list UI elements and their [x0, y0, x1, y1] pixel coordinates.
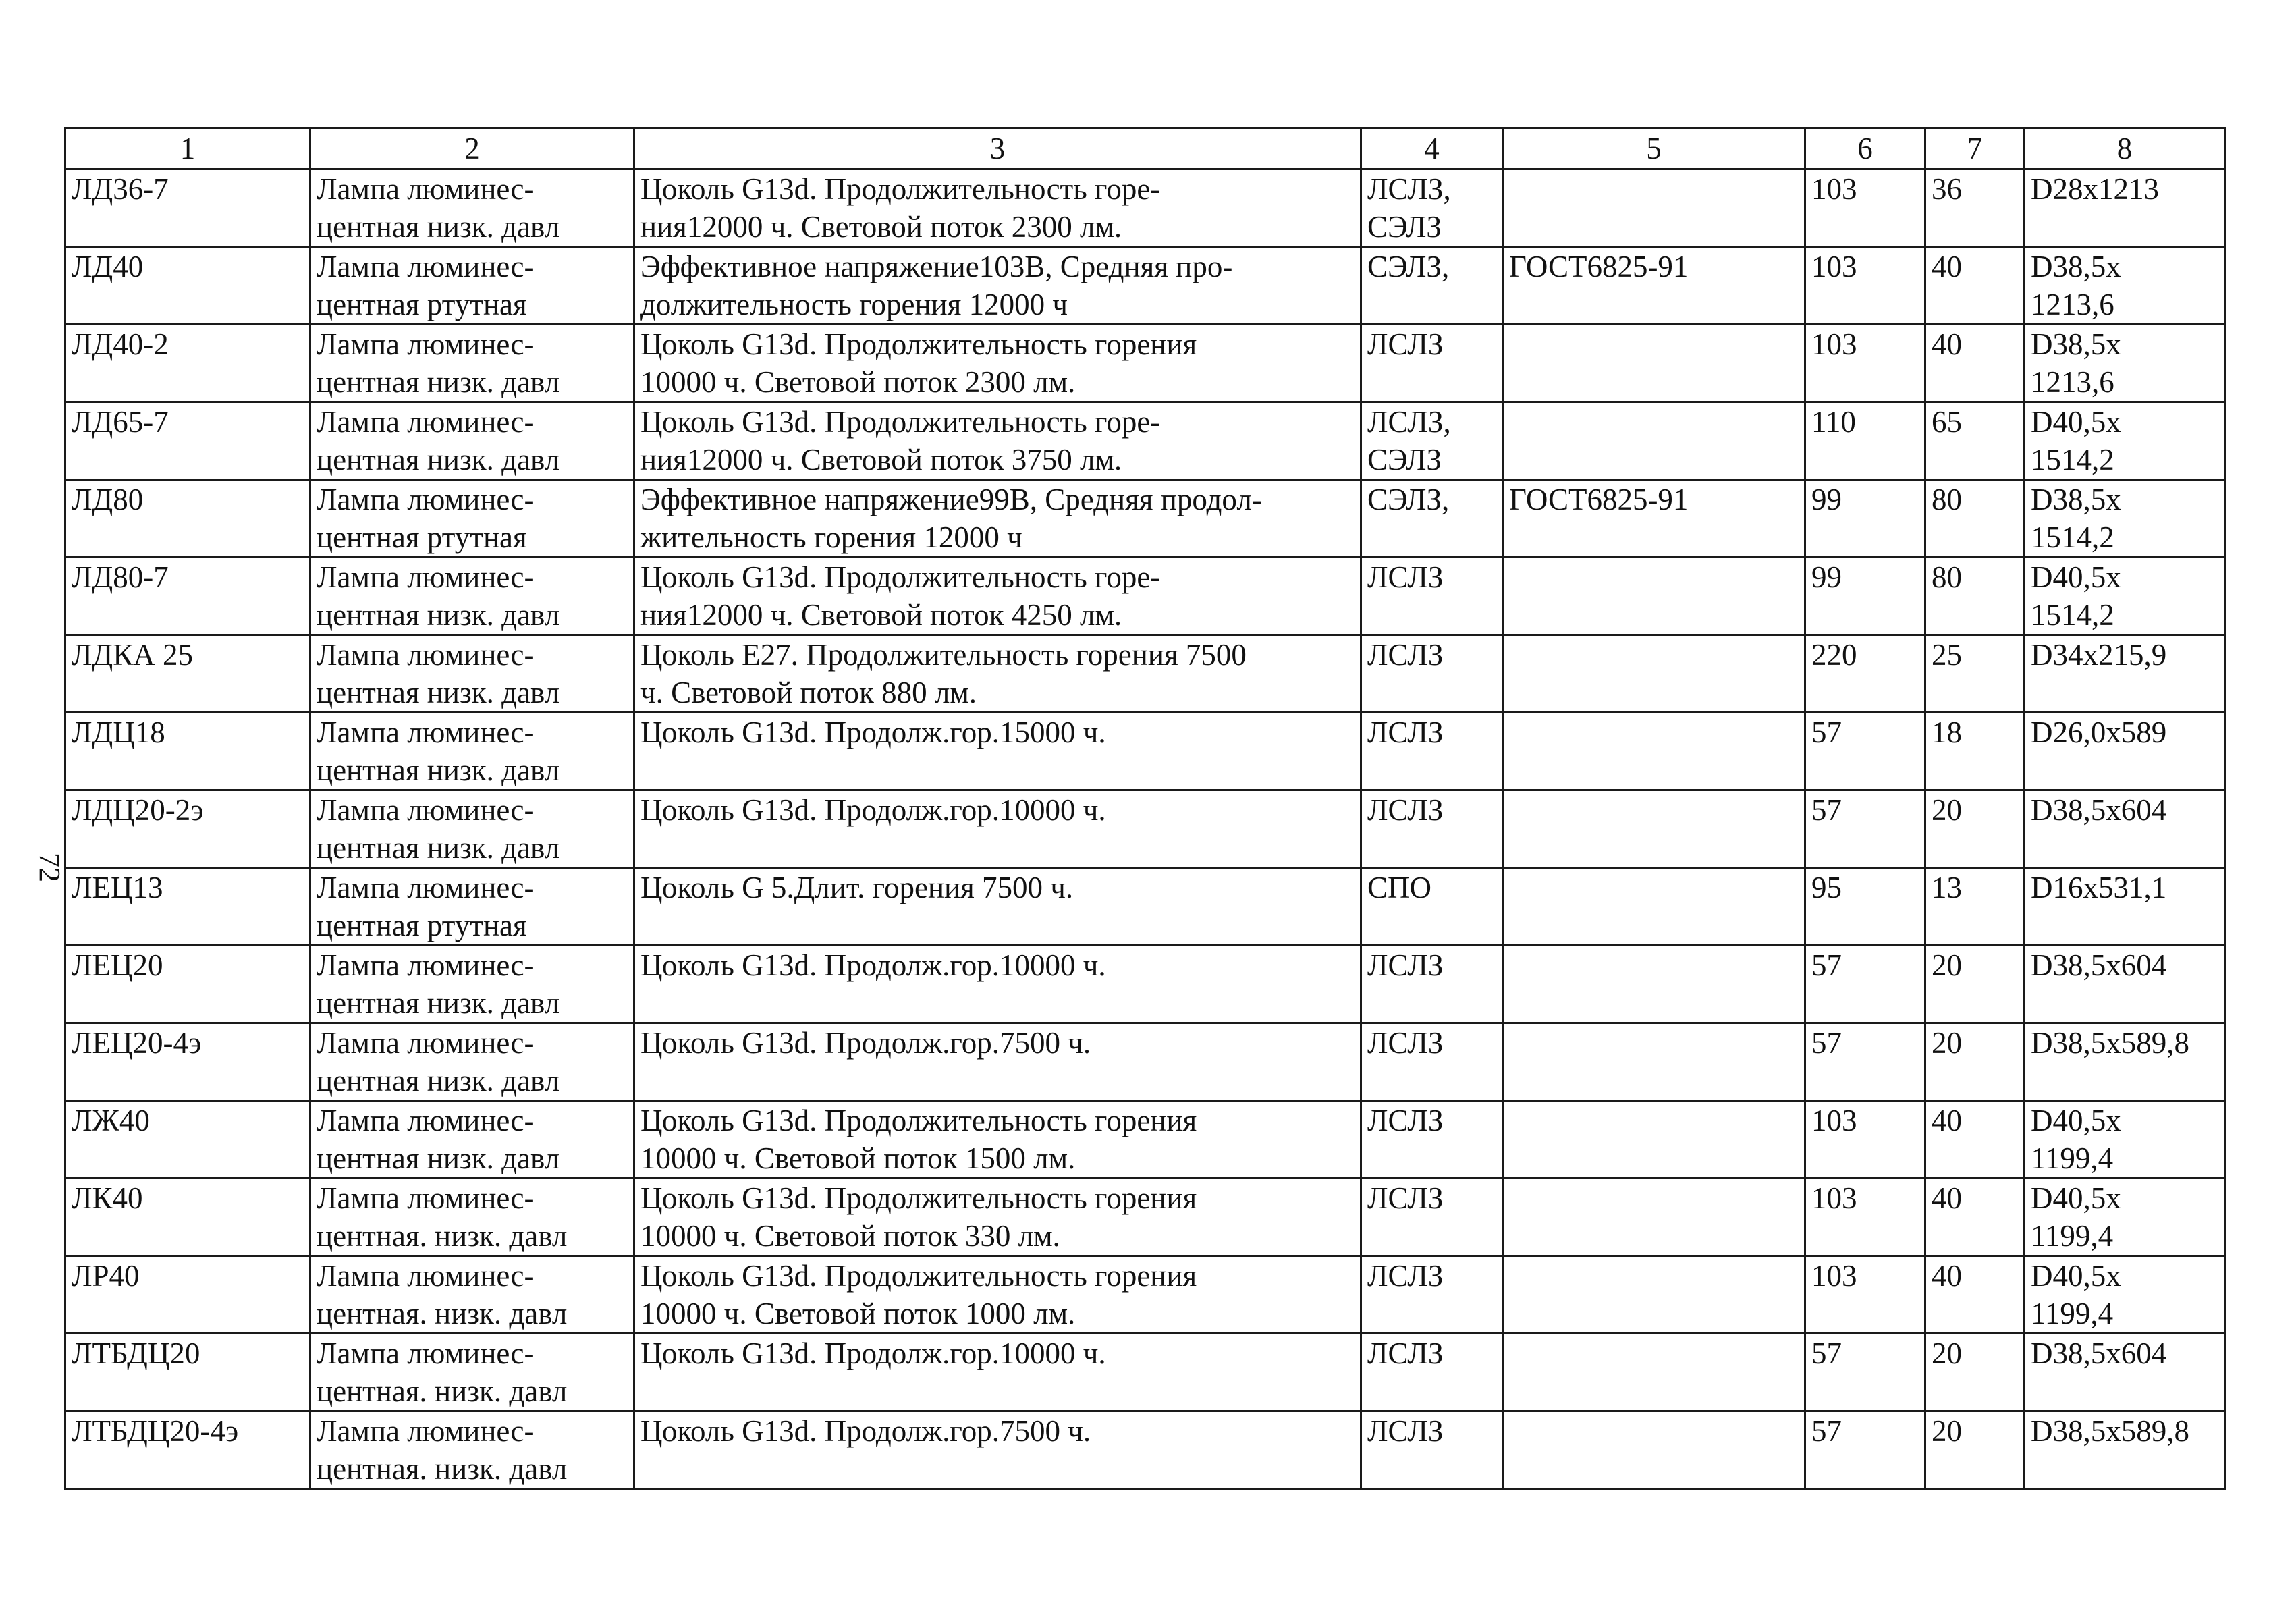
- manufacturer-cell: [1361, 247, 1503, 325]
- cell-text: Цоколь G13d. Продолжительность горения 10000 ч. Световой поток 2300 лм.: [640, 327, 1197, 399]
- column-header: 1: [65, 128, 310, 169]
- dimensions-cell: [2025, 868, 2225, 946]
- voltage-cell: [1805, 713, 1925, 790]
- lamp-type-cell: [65, 1334, 310, 1411]
- cell-text: ЛСЛЗ: [1367, 715, 1444, 749]
- power-cell: [1925, 558, 2025, 635]
- cell-text: ЛР40: [72, 1259, 140, 1293]
- table-row: [65, 1256, 2225, 1334]
- voltage-cell: [1805, 790, 1925, 868]
- lamp-description-cell: [310, 868, 634, 946]
- cell-text: ЛСЛЗ: [1367, 327, 1444, 361]
- cell-text: ЛК40: [72, 1181, 143, 1215]
- column-header: 2: [310, 128, 634, 169]
- lamp-description-cell: [310, 1256, 634, 1334]
- cell-text: 99: [1811, 560, 1842, 594]
- lamp-type-cell: [65, 480, 310, 558]
- dimensions-cell: [2025, 480, 2225, 558]
- lamp-description-cell: [310, 402, 634, 480]
- characteristics-cell: [634, 713, 1361, 790]
- voltage-cell: [1805, 946, 1925, 1023]
- characteristics-cell: [634, 169, 1361, 247]
- cell-text: D40,5x 1199,4: [2031, 1259, 2121, 1330]
- cell-text: Лампа люминес- центная. низк. давл: [317, 1414, 568, 1486]
- standard-cell: [1503, 402, 1805, 480]
- cell-text: Цоколь G13d. Продолж.гор.7500 ч.: [640, 1026, 1091, 1060]
- cell-text: 13: [1932, 871, 1962, 904]
- cell-text: ЛД80: [72, 483, 144, 516]
- voltage-cell: [1805, 868, 1925, 946]
- cell-text: Лампа люминес- центная низк. давл: [317, 560, 560, 632]
- cell-text: 57: [1811, 948, 1842, 982]
- cell-text: ЛСЛЗ: [1367, 1414, 1444, 1448]
- power-cell: [1925, 1179, 2025, 1256]
- dimensions-cell: [2025, 1411, 2225, 1489]
- standard-cell: [1503, 713, 1805, 790]
- standard-cell: [1503, 247, 1805, 325]
- cell-text: Лампа люминес- центная. низк. давл: [317, 1259, 568, 1330]
- standard-cell: [1503, 635, 1805, 713]
- cell-text: 36: [1932, 172, 1962, 206]
- dimensions-cell: [2025, 402, 2225, 480]
- cell-text: 103: [1811, 172, 1857, 206]
- lamp-type-cell: [65, 868, 310, 946]
- manufacturer-cell: [1361, 169, 1503, 247]
- cell-text: Лампа люминес- центная низк. давл: [317, 172, 560, 244]
- cell-text: Цоколь G 5.Длит. горения 7500 ч.: [640, 871, 1074, 904]
- cell-text: Лампа люминес- центная низк. давл: [317, 715, 560, 787]
- cell-text: Лампа люминес- центная ртутная: [317, 250, 535, 321]
- cell-text: 57: [1811, 715, 1842, 749]
- lamp-description-cell: [310, 1101, 634, 1179]
- characteristics-cell: [634, 558, 1361, 635]
- dimensions-cell: [2025, 946, 2225, 1023]
- dimensions-cell: [2025, 325, 2225, 402]
- manufacturer-cell: [1361, 868, 1503, 946]
- cell-text: 110: [1811, 405, 1856, 439]
- cell-text: СЭЛЗ,: [1367, 250, 1450, 283]
- column-header: 4: [1361, 128, 1503, 169]
- power-cell: [1925, 1256, 2025, 1334]
- table-row: [65, 946, 2225, 1023]
- column-header: 3: [634, 128, 1361, 169]
- dimensions-cell: [2025, 558, 2225, 635]
- dimensions-cell: [2025, 1179, 2225, 1256]
- cell-text: 40: [1932, 327, 1962, 361]
- dimensions-cell: [2025, 1023, 2225, 1101]
- standard-cell: [1503, 1101, 1805, 1179]
- cell-text: 18: [1932, 715, 1962, 749]
- power-cell: [1925, 868, 2025, 946]
- manufacturer-cell: [1361, 480, 1503, 558]
- table-row: [65, 325, 2225, 402]
- cell-text: Лампа люминес- центная низк. давл: [317, 948, 560, 1020]
- cell-text: ЛСЛЗ: [1367, 1181, 1444, 1215]
- table-row: [65, 480, 2225, 558]
- lamp-description-cell: [310, 1023, 634, 1101]
- table-row: [65, 169, 2225, 247]
- cell-text: Лампа люминес- центная ртутная: [317, 483, 535, 554]
- standard-cell: [1503, 1411, 1805, 1489]
- characteristics-cell: [634, 1411, 1361, 1489]
- table-row: [65, 558, 2225, 635]
- manufacturer-cell: [1361, 1256, 1503, 1334]
- cell-text: ЛД80-7: [72, 560, 169, 594]
- cell-text: Цоколь G13d. Продолжительность горения 10000 ч. Световой поток 330 лм.: [640, 1181, 1197, 1253]
- lamp-type-cell: [65, 1411, 310, 1489]
- cell-text: ЛДКА 25: [72, 638, 193, 672]
- dimensions-cell: [2025, 635, 2225, 713]
- standard-cell: [1503, 558, 1805, 635]
- cell-text: ЛСЛЗ: [1367, 948, 1444, 982]
- manufacturer-cell: [1361, 1101, 1503, 1179]
- power-cell: [1925, 1023, 2025, 1101]
- power-cell: [1925, 1411, 2025, 1489]
- cell-text: ЛД40-2: [72, 327, 169, 361]
- power-cell: [1925, 480, 2025, 558]
- standard-cell: [1503, 1334, 1805, 1411]
- cell-text: Лампа люминес- центная низк. давл: [317, 638, 560, 709]
- cell-text: 20: [1932, 1336, 1962, 1370]
- manufacturer-cell: [1361, 946, 1503, 1023]
- cell-text: D16x531,1: [2031, 871, 2167, 904]
- lamp-type-cell: [65, 946, 310, 1023]
- cell-text: D38,5x604: [2031, 793, 2167, 827]
- table-row: [65, 1023, 2225, 1101]
- cell-text: D40,5x 1514,2: [2031, 560, 2121, 632]
- cell-text: СЭЛЗ,: [1367, 483, 1450, 516]
- characteristics-cell: [634, 790, 1361, 868]
- table-row: [65, 247, 2225, 325]
- voltage-cell: [1805, 558, 1925, 635]
- table-header-row: [65, 128, 2225, 169]
- power-cell: [1925, 169, 2025, 247]
- cell-text: 40: [1932, 250, 1962, 283]
- lamp-type-cell: [65, 1179, 310, 1256]
- cell-text: СПО: [1367, 871, 1432, 904]
- cell-text: ЛДЦ20-2э: [72, 793, 204, 827]
- dimensions-cell: [2025, 790, 2225, 868]
- power-cell: [1925, 1101, 2025, 1179]
- dimensions-cell: [2025, 1256, 2225, 1334]
- cell-text: Лампа люминес- центная низк. давл: [317, 405, 560, 477]
- cell-text: ЛСЛЗ: [1367, 1259, 1444, 1293]
- table-row: [65, 1179, 2225, 1256]
- cell-text: ГОСТ6825-91: [1509, 483, 1689, 516]
- cell-text: Лампа люминес- центная низк. давл: [317, 1026, 560, 1098]
- table-row: [65, 1411, 2225, 1489]
- characteristics-cell: [634, 247, 1361, 325]
- cell-text: Цоколь G13d. Продолжительность горения 10000 ч. Световой поток 1500 лм.: [640, 1104, 1197, 1175]
- cell-text: ЛЕЦ20-4э: [72, 1026, 202, 1060]
- cell-text: 103: [1811, 250, 1857, 283]
- cell-text: D26,0x589: [2031, 715, 2167, 749]
- power-cell: [1925, 402, 2025, 480]
- manufacturer-cell: [1361, 1023, 1503, 1101]
- lamp-description-cell: [310, 558, 634, 635]
- cell-text: Лампа люминес- центная низк. давл: [317, 1104, 560, 1175]
- cell-text: 65: [1932, 405, 1962, 439]
- power-cell: [1925, 635, 2025, 713]
- characteristics-cell: [634, 325, 1361, 402]
- cell-text: 80: [1932, 483, 1962, 516]
- cell-text: D38,5x589,8: [2031, 1414, 2189, 1448]
- characteristics-cell: [634, 1179, 1361, 1256]
- voltage-cell: [1805, 325, 1925, 402]
- cell-text: 57: [1811, 1026, 1842, 1060]
- voltage-cell: [1805, 247, 1925, 325]
- cell-text: ЛЕЦ20: [72, 948, 163, 982]
- table-row: [65, 635, 2225, 713]
- power-cell: [1925, 1334, 2025, 1411]
- voltage-cell: [1805, 1256, 1925, 1334]
- cell-text: D38,5x 1213,6: [2031, 250, 2121, 321]
- cell-text: 103: [1811, 1104, 1857, 1137]
- cell-text: 220: [1811, 638, 1857, 672]
- power-cell: [1925, 790, 2025, 868]
- lamp-spec-table: [64, 127, 2226, 1490]
- standard-cell: [1503, 480, 1805, 558]
- lamp-type-cell: [65, 1101, 310, 1179]
- standard-cell: [1503, 790, 1805, 868]
- lamp-type-cell: [65, 558, 310, 635]
- cell-text: Лампа люминес- центная ртутная: [317, 871, 535, 942]
- power-cell: [1925, 247, 2025, 325]
- lamp-type-cell: [65, 713, 310, 790]
- voltage-cell: [1805, 635, 1925, 713]
- cell-text: Лампа люминес- центная низк. давл: [317, 327, 560, 399]
- standard-cell: [1503, 1023, 1805, 1101]
- voltage-cell: [1805, 1179, 1925, 1256]
- cell-text: 103: [1811, 1181, 1857, 1215]
- cell-text: Лампа люминес- центная. низк. давл: [317, 1336, 568, 1408]
- characteristics-cell: [634, 1023, 1361, 1101]
- standard-cell: [1503, 1256, 1805, 1334]
- cell-text: Цоколь E27. Продолжительность горения 7500 ч. Световой поток 880 лм.: [640, 638, 1247, 709]
- cell-text: Цоколь G13d. Продолжительность горе- ния12000 ч. Световой поток 3750 лм.: [640, 405, 1161, 477]
- cell-text: 103: [1811, 327, 1857, 361]
- manufacturer-cell: [1361, 1179, 1503, 1256]
- manufacturer-cell: [1361, 790, 1503, 868]
- cell-text: D40,5x 1514,2: [2031, 405, 2121, 477]
- cell-text: Эффективное напряжение99В, Средняя продол- жительность горения 12000 ч: [640, 483, 1262, 554]
- manufacturer-cell: [1361, 558, 1503, 635]
- lamp-type-cell: [65, 790, 310, 868]
- manufacturer-cell: [1361, 1334, 1503, 1411]
- lamp-description-cell: [310, 946, 634, 1023]
- standard-cell: [1503, 325, 1805, 402]
- power-cell: [1925, 946, 2025, 1023]
- cell-text: ЛДЦ18: [72, 715, 165, 749]
- cell-text: ЛД65-7: [72, 405, 169, 439]
- lamp-description-cell: [310, 790, 634, 868]
- dimensions-cell: [2025, 1101, 2225, 1179]
- column-header: 8: [2025, 128, 2225, 169]
- voltage-cell: [1805, 169, 1925, 247]
- characteristics-cell: [634, 402, 1361, 480]
- column-header: 5: [1503, 128, 1805, 169]
- table-row: [65, 713, 2225, 790]
- characteristics-cell: [634, 868, 1361, 946]
- lamp-description-cell: [310, 325, 634, 402]
- cell-text: D28x1213: [2031, 172, 2159, 206]
- cell-text: ЛЕЦ13: [72, 871, 163, 904]
- table-row: [65, 402, 2225, 480]
- cell-text: Цоколь G13d. Продолж.гор.15000 ч.: [640, 715, 1106, 749]
- manufacturer-cell: [1361, 1411, 1503, 1489]
- cell-text: D34x215,9: [2031, 638, 2167, 672]
- standard-cell: [1503, 946, 1805, 1023]
- lamp-description-cell: [310, 247, 634, 325]
- table-body: [65, 169, 2225, 1489]
- standard-cell: [1503, 169, 1805, 247]
- characteristics-cell: [634, 946, 1361, 1023]
- lamp-type-cell: [65, 247, 310, 325]
- voltage-cell: [1805, 1023, 1925, 1101]
- cell-text: D38,5x589,8: [2031, 1026, 2189, 1060]
- cell-text: ЛСЛЗ: [1367, 560, 1444, 594]
- cell-text: 95: [1811, 871, 1842, 904]
- power-cell: [1925, 713, 2025, 790]
- cell-text: 25: [1932, 638, 1962, 672]
- dimensions-cell: [2025, 169, 2225, 247]
- voltage-cell: [1805, 480, 1925, 558]
- standard-cell: [1503, 868, 1805, 946]
- standard-cell: [1503, 1179, 1805, 1256]
- cell-text: D38,5x604: [2031, 948, 2167, 982]
- table-row: [65, 1334, 2225, 1411]
- lamp-type-cell: [65, 402, 310, 480]
- cell-text: ЛСЛЗ: [1367, 1336, 1444, 1370]
- cell-text: 57: [1811, 1336, 1842, 1370]
- lamp-description-cell: [310, 635, 634, 713]
- voltage-cell: [1805, 1411, 1925, 1489]
- lamp-description-cell: [310, 1179, 634, 1256]
- column-header: 7: [1925, 128, 2025, 169]
- cell-text: Цоколь G13d. Продолжительность горе- ния12000 ч. Световой поток 2300 лм.: [640, 172, 1161, 244]
- cell-text: ЛД36-7: [72, 172, 169, 206]
- cell-text: ЛЖ40: [72, 1104, 150, 1137]
- voltage-cell: [1805, 1101, 1925, 1179]
- cell-text: ЛСЛЗ, СЭЛЗ: [1367, 405, 1451, 477]
- cell-text: ЛСЛЗ, СЭЛЗ: [1367, 172, 1451, 244]
- characteristics-cell: [634, 1334, 1361, 1411]
- characteristics-cell: [634, 635, 1361, 713]
- characteristics-cell: [634, 480, 1361, 558]
- cell-text: ЛСЛЗ: [1367, 1026, 1444, 1060]
- cell-text: Цоколь G13d. Продолж.гор.10000 ч.: [640, 1336, 1106, 1370]
- lamp-description-cell: [310, 480, 634, 558]
- power-cell: [1925, 325, 2025, 402]
- dimensions-cell: [2025, 1334, 2225, 1411]
- cell-text: 20: [1932, 1026, 1962, 1060]
- cell-text: Лампа люминес- центная низк. давл: [317, 793, 560, 865]
- table-row: [65, 868, 2225, 946]
- cell-text: 57: [1811, 1414, 1842, 1448]
- lamp-description-cell: [310, 1411, 634, 1489]
- cell-text: ЛСЛЗ: [1367, 1104, 1444, 1137]
- table-row: [65, 790, 2225, 868]
- cell-text: Эффективное напряжение103В, Средняя про- должительность горения 12000 ч: [640, 250, 1233, 321]
- cell-text: D40,5x 1199,4: [2031, 1104, 2121, 1175]
- cell-text: Цоколь G13d. Продолжительность горения 10000 ч. Световой поток 1000 лм.: [640, 1259, 1197, 1330]
- lamp-description-cell: [310, 1334, 634, 1411]
- cell-text: 80: [1932, 560, 1962, 594]
- cell-text: ЛТБДЦ20-4э: [72, 1414, 239, 1448]
- cell-text: ЛТБДЦ20: [72, 1336, 200, 1370]
- characteristics-cell: [634, 1256, 1361, 1334]
- cell-text: D40,5x 1199,4: [2031, 1181, 2121, 1253]
- cell-text: ЛСЛЗ: [1367, 638, 1444, 672]
- column-header: 6: [1805, 128, 1925, 169]
- cell-text: Цоколь G13d. Продолж.гор.10000 ч.: [640, 793, 1106, 827]
- lamp-type-cell: [65, 169, 310, 247]
- manufacturer-cell: [1361, 325, 1503, 402]
- page-number: 72: [33, 853, 66, 882]
- cell-text: 20: [1932, 1414, 1962, 1448]
- cell-text: 40: [1932, 1259, 1962, 1293]
- lamp-type-cell: [65, 325, 310, 402]
- dimensions-cell: [2025, 713, 2225, 790]
- manufacturer-cell: [1361, 713, 1503, 790]
- cell-text: 40: [1932, 1181, 1962, 1215]
- cell-text: D38,5x 1514,2: [2031, 483, 2121, 554]
- manufacturer-cell: [1361, 402, 1503, 480]
- cell-text: D38,5x 1213,6: [2031, 327, 2121, 399]
- cell-text: Цоколь G13d. Продолжительность горе- ния12000 ч. Световой поток 4250 лм.: [640, 560, 1161, 632]
- lamp-type-cell: [65, 1256, 310, 1334]
- lamp-description-cell: [310, 169, 634, 247]
- cell-text: Цоколь G13d. Продолж.гор.10000 ч.: [640, 948, 1106, 982]
- manufacturer-cell: [1361, 635, 1503, 713]
- dimensions-cell: [2025, 247, 2225, 325]
- lamp-type-cell: [65, 1023, 310, 1101]
- characteristics-cell: [634, 1101, 1361, 1179]
- cell-text: ГОСТ6825-91: [1509, 250, 1689, 283]
- cell-text: Цоколь G13d. Продолж.гор.7500 ч.: [640, 1414, 1091, 1448]
- cell-text: ЛСЛЗ: [1367, 793, 1444, 827]
- voltage-cell: [1805, 1334, 1925, 1411]
- lamp-description-cell: [310, 713, 634, 790]
- cell-text: D38,5x604: [2031, 1336, 2167, 1370]
- cell-text: 20: [1932, 793, 1962, 827]
- cell-text: ЛД40: [72, 250, 144, 283]
- cell-text: Лампа люминес- центная. низк. давл: [317, 1181, 568, 1253]
- lamp-type-cell: [65, 635, 310, 713]
- table-row: [65, 1101, 2225, 1179]
- voltage-cell: [1805, 402, 1925, 480]
- cell-text: 20: [1932, 948, 1962, 982]
- cell-text: 57: [1811, 793, 1842, 827]
- cell-text: 103: [1811, 1259, 1857, 1293]
- cell-text: 99: [1811, 483, 1842, 516]
- cell-text: 40: [1932, 1104, 1962, 1137]
